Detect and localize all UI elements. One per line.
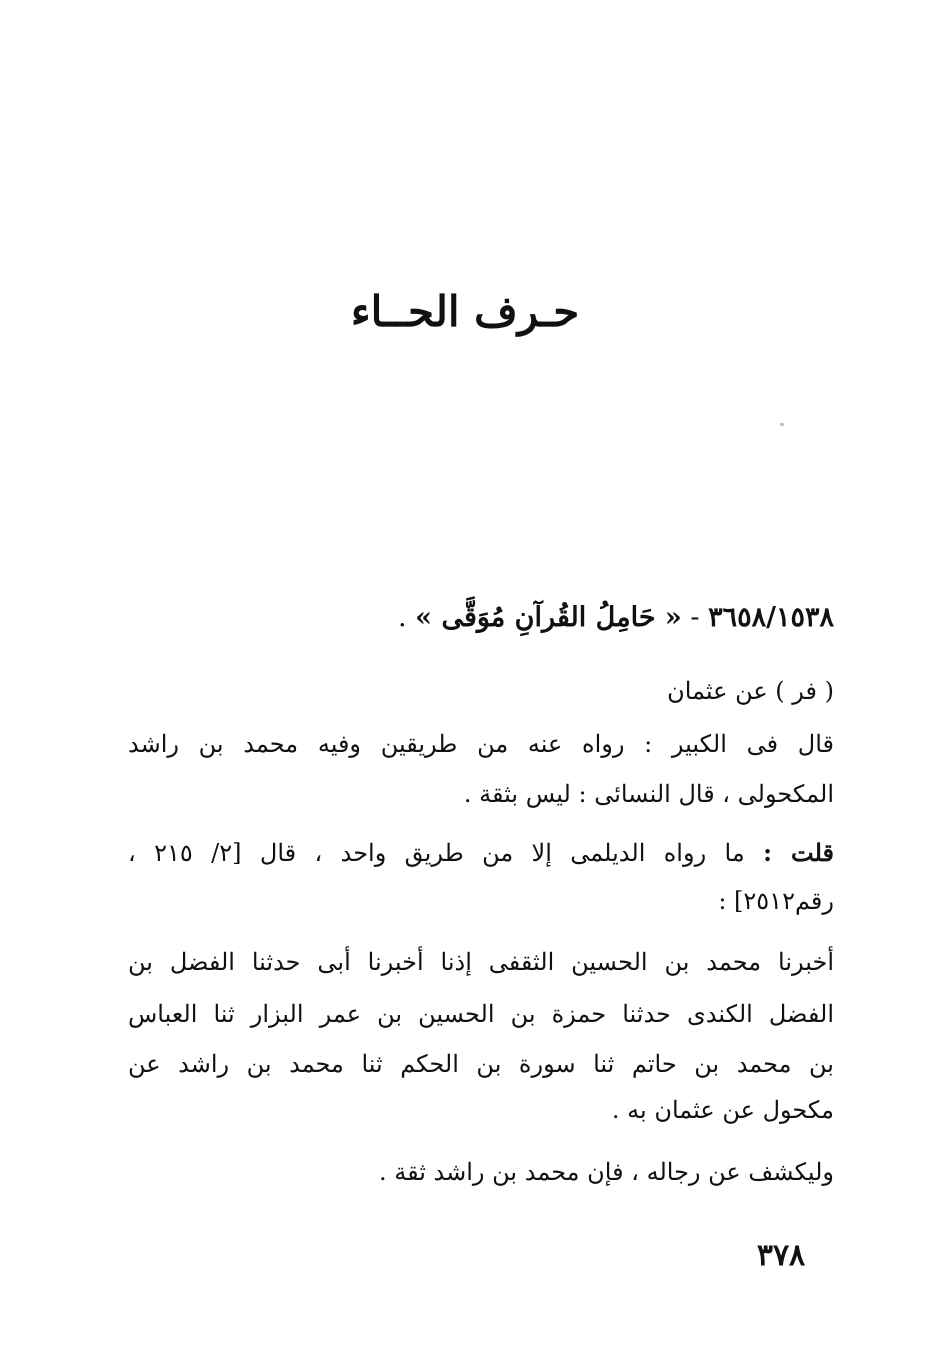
isnad-line-2: الفضل الكندى حدثنا حمزة بن الحسين بن عمر البزار ثنا العباس (128, 1000, 834, 1028)
qult-line-1 (128, 835, 834, 871)
isnad-line-1: أخبرنا محمد بن الحسين الثقفى إذنا أخبرنا أبى حدثنا الفضل بن (128, 948, 834, 976)
isnad-line-4: مكحول عن عثمان به . (611, 1096, 834, 1124)
qult-label: قلت : (763, 838, 835, 867)
entry-end: . (397, 602, 407, 633)
qult-line-2: رقم٢٥١٢] : (718, 887, 834, 915)
entry-dash: - (690, 602, 700, 633)
print-speck (780, 423, 784, 426)
chapter-heading: حـرف الحــاء (350, 287, 580, 336)
isnad-line-3: بن محمد بن حاتم ثنا سورة بن الحكم ثنا محمد بن راشد عن (128, 1050, 834, 1078)
source-attribution: ( فر ) عن عثمان (667, 677, 834, 705)
qult-line-1-text: ما رواه الديلمى إلا من طريق واحد ، قال [٢/ ٢١٥ ، (128, 839, 745, 867)
kabir-line-2: المكحولى ، قال النسائى : ليس بثقة . (463, 780, 834, 808)
page-number: ٣٧٨ (756, 1238, 806, 1273)
conclusion-line: وليكشف عن رجاله ، فإن محمد بن راشد ثقة . (378, 1158, 834, 1186)
entry-number: ٣٦٥٨/١٥٣٨ (708, 602, 834, 633)
hadith-entry (128, 600, 834, 636)
kabir-line-1: قال فى الكبير : رواه عنه من طريقين وفيه محمد بن راشد (128, 730, 834, 758)
hadith-text: « حَامِلُ القُرآنِ مُوَقَّى » (415, 602, 682, 633)
